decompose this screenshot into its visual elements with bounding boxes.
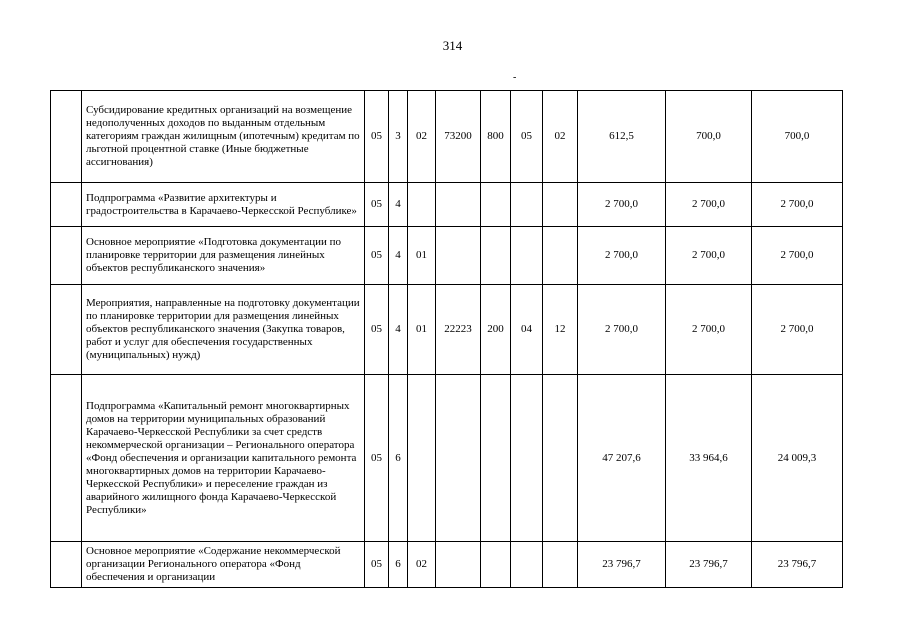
table-row [51,375,843,542]
code-activity [408,375,436,542]
row-name: Основное мероприятие «Подготовка документации по планировке территории для размещения линейных объектов республиканского значения» [82,227,365,285]
code-section: 05 [365,542,389,588]
code-activity: 01 [408,227,436,285]
code-subchapter [543,227,578,285]
code-expense-type [481,542,511,588]
code-expense-type: 200 [481,285,511,375]
code-direction [436,375,481,542]
amount-year-1: 612,5 [578,91,666,183]
amount-year-2: 2 700,0 [666,227,752,285]
table-row [51,91,843,183]
code-activity: 02 [408,91,436,183]
code-subprogram: 4 [389,183,408,227]
code-activity: 02 [408,542,436,588]
code-subprogram: 6 [389,542,408,588]
code-subchapter [543,542,578,588]
code-chapter [511,227,543,285]
code-section: 05 [365,91,389,183]
code-expense-type [481,375,511,542]
code-section: 05 [365,375,389,542]
amount-year-3: 23 796,7 [752,542,843,588]
table-row [51,542,843,588]
code-subprogram: 4 [389,227,408,285]
row-name: Подпрограмма «Развитие архитектуры и градостроительства в Карачаево-Черкесской Республике» [82,183,365,227]
code-direction: 22223 [436,285,481,375]
code-expense-type [481,183,511,227]
table-row [51,183,843,227]
code-section: 05 [365,183,389,227]
row-name: Подпрограмма «Капитальный ремонт многоквартирных домов на территории муниципальных образований Карачаево-Черкесской Республики за счет средств некоммерческой организации – Регионального оператора «Фонд обеспечения и организации капитального ремонта многоквартирных домов на территории Карачаево-Черкесской Республики» и переселение граждан из аварийного жилищного фонда Карачаево-Черкесской Республики» [82,375,365,542]
code-activity: 01 [408,285,436,375]
code-expense-type [481,227,511,285]
code-expense-type: 800 [481,91,511,183]
amount-year-1: 23 796,7 [578,542,666,588]
code-chapter: 05 [511,91,543,183]
blank-cell [51,375,82,542]
code-section: 05 [365,227,389,285]
blank-cell [51,285,82,375]
blank-cell [51,542,82,588]
blank-cell [51,91,82,183]
amount-year-3: 2 700,0 [752,227,843,285]
table-row [51,227,843,285]
code-chapter [511,542,543,588]
budget-table [50,90,843,588]
amount-year-3: 24 009,3 [752,375,843,542]
blank-cell [51,227,82,285]
code-section: 05 [365,285,389,375]
amount-year-2: 33 964,6 [666,375,752,542]
code-direction: 73200 [436,91,481,183]
table-row [51,285,843,375]
code-direction [436,227,481,285]
code-subprogram: 3 [389,91,408,183]
page-number: 314 [442,38,463,53]
amount-year-2: 700,0 [666,91,752,183]
amount-year-1: 47 207,6 [578,375,666,542]
amount-year-2: 2 700,0 [666,285,752,375]
code-subchapter [543,375,578,542]
amount-year-3: 2 700,0 [752,183,843,227]
row-name: Субсидирование кредитных организаций на возмещение недополученных доходов по выданным отдельным категориям граждан жилищным (ипотечным) кредитам по льготной процентной ставке (Иные бюджетные ассигнования) [82,91,365,183]
amount-year-1: 2 700,0 [578,227,666,285]
code-subprogram: 4 [389,285,408,375]
code-activity [408,183,436,227]
code-subchapter: 02 [543,91,578,183]
blank-cell [51,183,82,227]
scan-mark: - [513,72,517,83]
amount-year-3: 700,0 [752,91,843,183]
code-chapter: 04 [511,285,543,375]
amount-year-3: 2 700,0 [752,285,843,375]
code-direction [436,542,481,588]
code-subprogram: 6 [389,375,408,542]
amount-year-1: 2 700,0 [578,285,666,375]
amount-year-2: 2 700,0 [666,183,752,227]
row-name: Основное мероприятие «Содержание некоммерческой организации Регионального оператора «Фонд обеспечения и организации [82,542,365,588]
code-direction [436,183,481,227]
amount-year-1: 2 700,0 [578,183,666,227]
amount-year-2: 23 796,7 [666,542,752,588]
code-chapter [511,183,543,227]
code-subchapter: 12 [543,285,578,375]
row-name: Мероприятия, направленные на подготовку документации по планировке территории для размещения линейных объектов республиканского значения (Закупка товаров, работ и услуг для обеспечения государственных (муниципальных) нужд) [82,285,365,375]
code-chapter [511,375,543,542]
code-subchapter [543,183,578,227]
